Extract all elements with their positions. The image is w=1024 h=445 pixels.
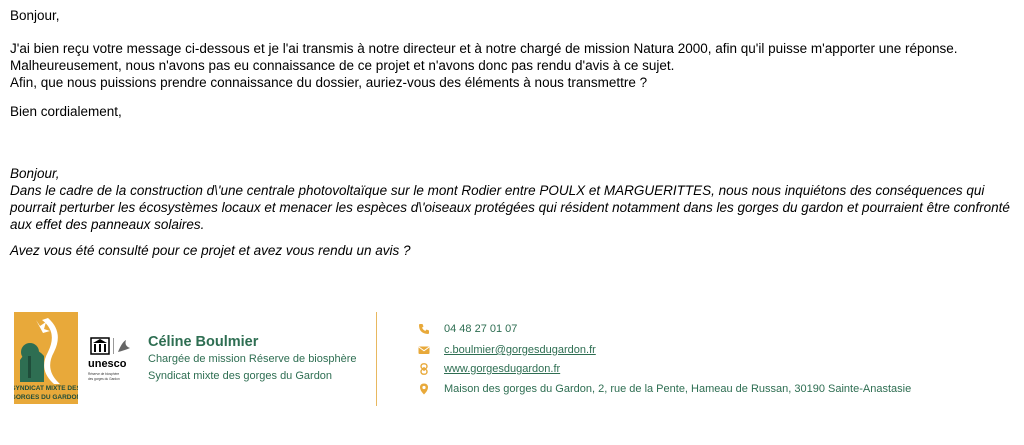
svg-text:unesco: unesco — [88, 358, 127, 370]
unesco-logo — [88, 336, 134, 392]
phone-number: 04 48 27 01 07 — [444, 323, 518, 335]
reply-greeting: Bonjour, — [10, 8, 60, 23]
svg-text:SYNDICAT MIXTE DES: SYNDICAT MIXTE DES — [14, 385, 78, 392]
email-link[interactable]: c.boulmier@gorgesdugardon.fr — [444, 344, 596, 356]
quoted-body: Dans le cadre de la construction d\'une centrale photovoltaïque sur le mont Rodier entre POULX et MARGUERITTES, nous nous inquiétons des conséquences qui pourrait perturber les écosystèmes locaux et menacer les espèces d\'oiseaux protégées qui résident notamment dans les gorges du gardon et pourraient être confronté aux effet des panneaux solaires. — [10, 183, 1010, 232]
link-icon — [418, 363, 430, 375]
quoted-greeting: Bonjour, — [10, 166, 60, 181]
contact-email — [418, 342, 596, 358]
contact-phone — [418, 321, 517, 337]
contact-address — [418, 381, 911, 397]
signature-organization: Syndicat mixte des gorges du Gardon — [148, 370, 333, 382]
reply-line-3: Afin, que nous puissions prendre connaissance du dossier, auriez-vous des éléments à nous transmettre ? — [10, 75, 648, 90]
svg-text:Réserve de biosphère: Réserve de biosphère — [88, 372, 120, 376]
signature-name: Céline Boulmier — [148, 334, 259, 350]
reply-closing: Bien cordialement, — [10, 104, 122, 119]
address-text: Maison des gorges du Gardon, 2, rue de la Pente, Hameau de Russan, 30190 Sainte-Anastasie — [444, 383, 912, 395]
signature-divider — [376, 312, 377, 406]
website-link[interactable]: www.gorgesdugardon.fr — [444, 363, 561, 375]
phone-icon — [418, 323, 430, 335]
signature-role: Chargée de mission Réserve de biosphère — [148, 353, 357, 365]
syndicat-logo — [14, 312, 78, 404]
reply-line-1: J'ai bien reçu votre message ci-dessous et je l'ai transmis à notre directeur et à notre chargé de mission Natura 2000, afin qu'il puisse m'apporter une réponse. — [10, 41, 958, 56]
contact-website — [418, 361, 560, 377]
quoted-question: Avez vous été consulté pour ce projet et avez vous rendu un avis ? — [10, 243, 411, 258]
svg-text:des gorges du Gardon: des gorges du Gardon — [88, 377, 120, 381]
reply-line-2: Malheureusement, nous n'avons pas eu connaissance de ce projet et n'avons donc pas rendu d'avis à ce sujet. — [10, 58, 675, 73]
envelope-icon — [418, 344, 430, 356]
svg-text:GORGES DU GARDON: GORGES DU GARDON — [14, 394, 78, 401]
email-signature — [14, 312, 1014, 407]
map-pin-icon — [418, 383, 430, 395]
